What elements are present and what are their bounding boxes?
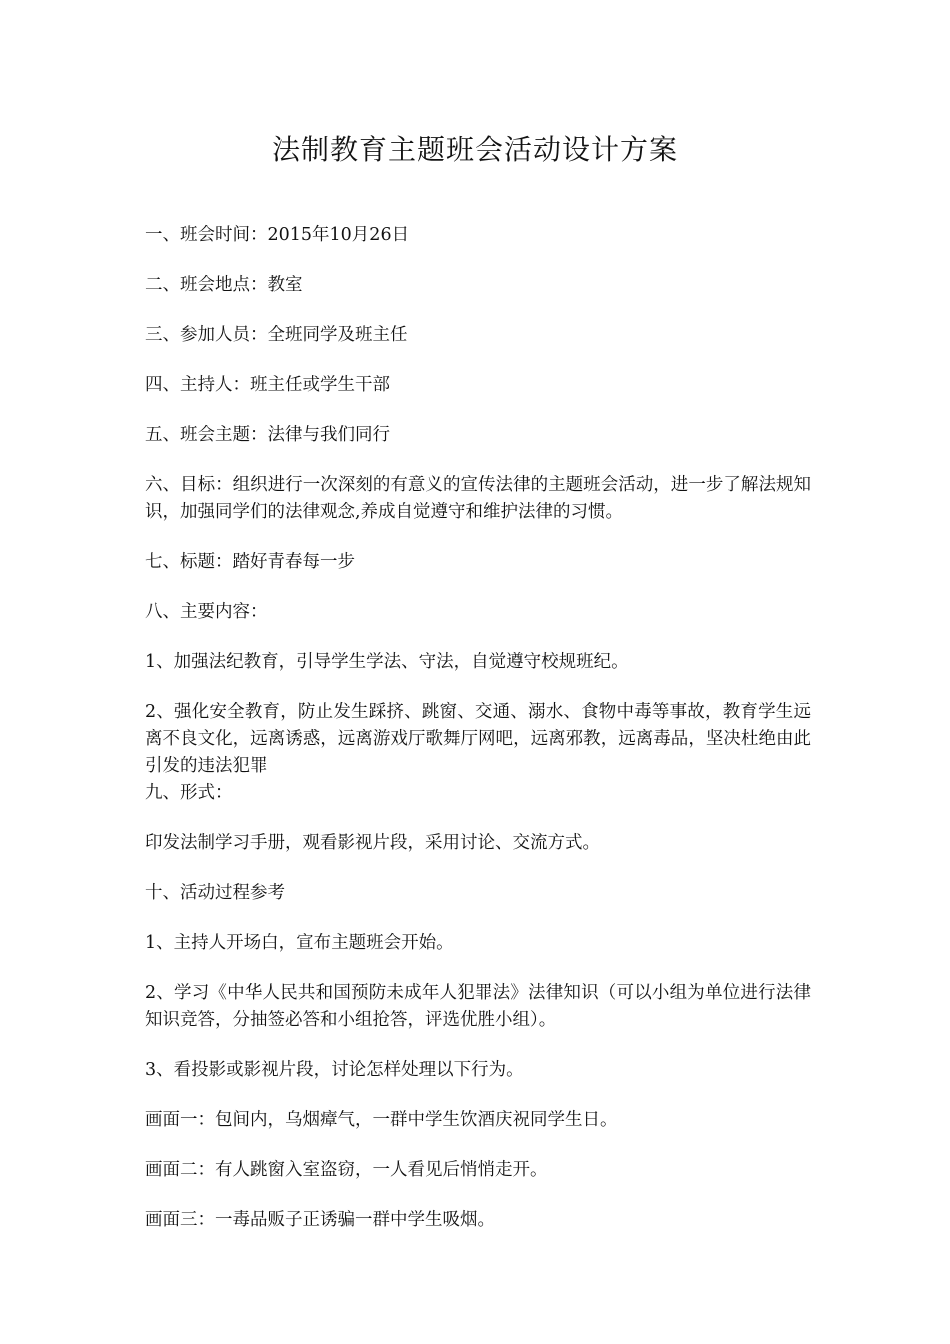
paragraph-format-detail: 印发法制学习手册，观看影视片段，采用讨论、交流方式。	[145, 833, 600, 853]
paragraph-content-item-1: 1、加强法纪教育，引导学生学法、守法，自觉遵守校规班纪。	[145, 652, 629, 672]
paragraph-scene-3: 画面三：一毒品贩子正诱骗一群中学生吸烟。	[145, 1210, 495, 1230]
paragraph-meeting-time: 一、班会时间：2015年10月26日	[145, 225, 410, 245]
paragraph-main-content: 八、主要内容：	[145, 602, 268, 622]
paragraph-content-item-2: 2、强化安全教育，防止发生踩挤、跳窗、交通、溺水、食物中毒等事故，教育学生远离不良文化，远离诱惑，远离游戏厅歌舞厅网吧，远离邪教，远离毒品，坚决杜绝由此引发的违法犯罪	[145, 702, 811, 776]
document-title: 法制教育主题班会活动设计方案	[271, 133, 678, 166]
paragraph-process: 十、活动过程参考	[145, 883, 285, 903]
paragraph-process-step-2: 2、学习《中华人民共和国预防未成年人犯罪法》法律知识（可以小组为单位进行法律知识竞答，分抽签必答和小组抢答，评选优胜小组）。	[145, 983, 811, 1030]
paragraph-process-step-1: 1、主持人开场白，宣布主题班会开始。	[145, 933, 454, 953]
paragraph-format: 九、形式：	[145, 783, 233, 803]
paragraph-goal: 六、目标：组织进行一次深刻的有意义的宣传法律的主题班会活动，进一步了解法规知识，加强同学们的法律观念,养成自觉遵守和维护法律的习惯。	[145, 475, 811, 522]
paragraph-meeting-place: 二、班会地点：教室	[145, 275, 303, 295]
paragraph-process-step-3: 3、看投影或影视片段，讨论怎样处理以下行为。	[145, 1060, 524, 1080]
paragraph-host: 四、主持人：班主任或学生干部	[145, 375, 390, 395]
paragraph-participants: 三、参加人员：全班同学及班主任	[145, 325, 408, 345]
paragraph-heading: 七、标题：踏好青春每一步	[145, 552, 355, 572]
document-body	[145, 222, 811, 1257]
paragraph-scene-2: 画面二：有人跳窗入室盗窃，一人看见后悄悄走开。	[145, 1160, 548, 1180]
paragraph-theme: 五、班会主题：法律与我们同行	[145, 425, 390, 445]
paragraph-scene-1: 画面一：包间内，乌烟瘴气，一群中学生饮酒庆祝同学生日。	[145, 1110, 618, 1130]
